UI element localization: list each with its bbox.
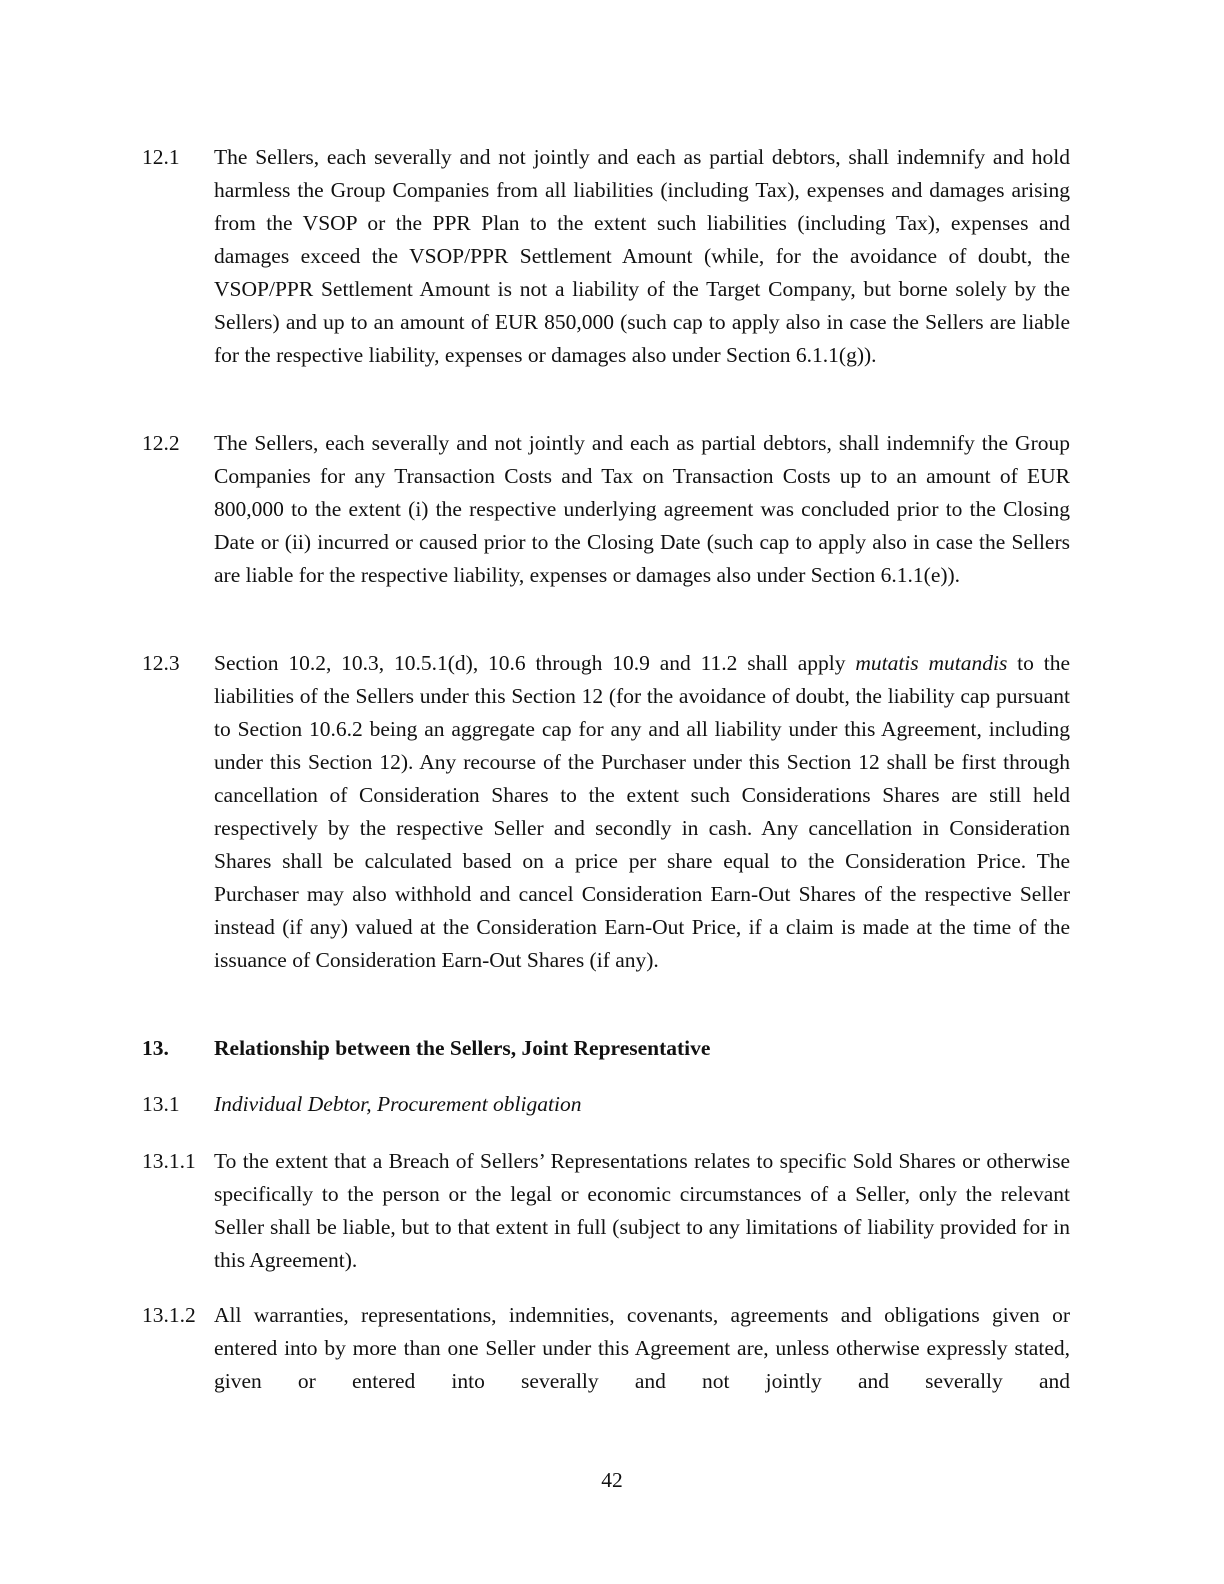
section-text: The Sellers, each severally and not jointly and each as partial debtors, shall indemnify and hold harmless the Group Companies from all liabilities (including Tax), expenses and damages arising from the VSOP or the PPR Plan to the extent such liabilities (including Tax), expenses and damages exceed the VSOP/PPR Settlement Amount (while, for the avoidance of doubt, the VSOP/PPR Settlement Amount is not a liability of the Target Company, but borne solely by the Sellers) and up to an amount of EUR 850,000 (such cap to apply also in case the Sellers are liable for the respective liability, expenses or damages also under Section 6.1.1(g)). (214, 145, 1070, 367)
section-number: 12.1 (142, 145, 180, 169)
section-12-3 (142, 647, 1070, 977)
section-number: 13.1.2 (142, 1303, 196, 1327)
section-text-start: Section 10.2, 10.3, 10.5.1(d), 10.6 through 10.9 and 11.2 shall apply (214, 651, 856, 675)
latin-phrase: mutatis mutandis (855, 651, 1008, 675)
section-number: 12.3 (142, 651, 180, 675)
section-number: 12.2 (142, 431, 180, 455)
section-text: To the extent that a Breach of Sellers’ Representations relates to specific Sold Shares or otherwise specifically to the person or the legal or economic circumstances of a Seller, only the relevant Seller shall be liable, but to that extent in full (subject to any limitations of liability provided for in this Agreement). (214, 1149, 1070, 1272)
page-number: 42 (601, 1468, 623, 1492)
section-text (214, 647, 1070, 977)
section-12-2 (142, 427, 1070, 592)
section-13-1-2 (142, 1299, 1070, 1398)
section-12-1 (142, 141, 1070, 372)
section-number: 13. (142, 1036, 169, 1060)
section-text: All warranties, representations, indemnities, covenants, agreements and obligations given or entered into by more than one Seller under this Agreement are, unless otherwise expressly stated, given or entered into severally and not jointly and severally and (214, 1303, 1070, 1393)
section-number: 13.1 (142, 1092, 180, 1116)
section-text: The Sellers, each severally and not jointly and each as partial debtors, shall indemnify the Group Companies for any Transaction Costs and Tax on Transaction Costs up to an amount of EUR 800,000 to the extent (i) the respective underlying agreement was concluded prior to the Closing Date or (ii) incurred or caused prior to the Closing Date (such cap to apply also in case the Sellers are liable for the respective liability, expenses or damages also under Section 6.1.1(e)). (214, 431, 1070, 587)
subsection-heading: Individual Debtor, Procurement obligation (214, 1092, 582, 1116)
section-13-1-heading (142, 1088, 1070, 1121)
section-13-1-1 (142, 1145, 1070, 1277)
section-heading: Relationship between the Sellers, Joint Representative (214, 1036, 711, 1060)
section-text-end: to the liabilities of the Sellers under this Section 12 (for the avoidance of doubt, the liability cap pursuant to Section 10.6.2 being an aggregate cap for any and all liability under this Agreement, including under this Section 12). Any recourse of the Purchaser under this Section 12 shall be first through cancellation of Consideration Shares to the extent such Considerations Shares are still held respectively by the respective Seller and secondly in cash. Any cancellation in Consideration Shares shall be calculated based on a price per share equal to the Consideration Price. The Purchaser may also withhold and cancel Consideration Earn-Out Shares of the respective Seller instead (if any) valued at the Consideration Earn-Out Price, if a claim is made at the time of the issuance of Consideration Earn-Out Shares (if any). (214, 651, 1071, 972)
section-13-heading (142, 1032, 1070, 1065)
section-number: 13.1.1 (142, 1149, 196, 1173)
